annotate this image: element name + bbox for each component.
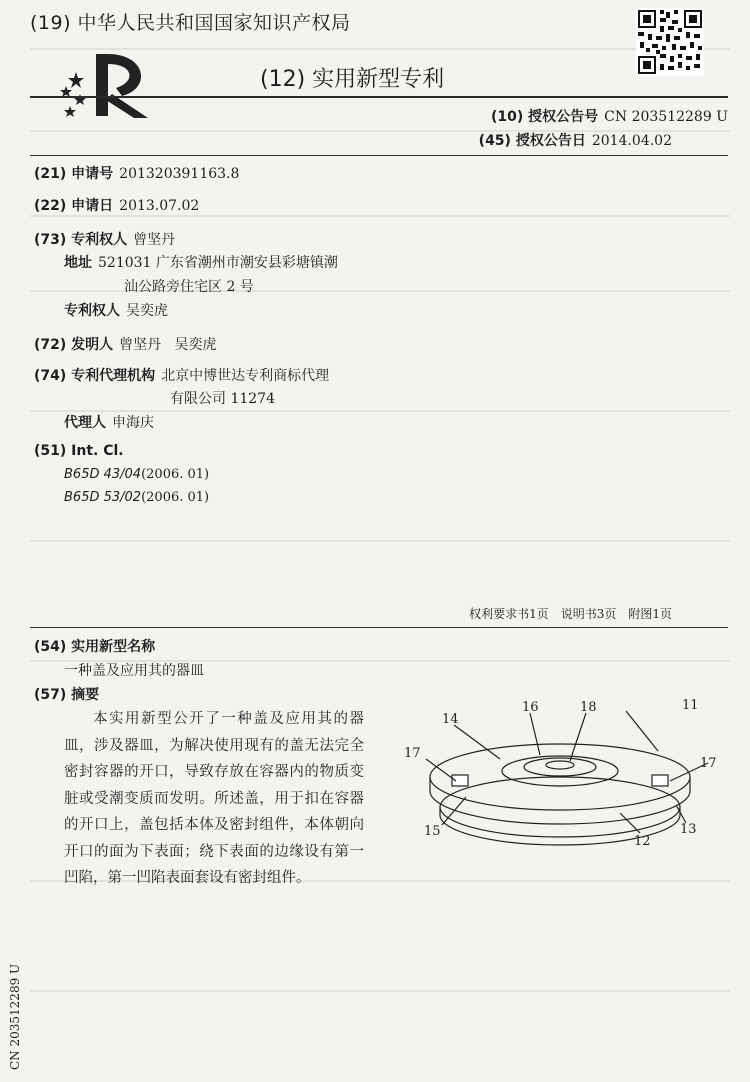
agency-line-1: 北京中博世达专利商标代理: [161, 368, 330, 384]
publication-date: 2014.04.02: [591, 133, 672, 149]
patentee: 曾坚丹: [133, 232, 176, 248]
intcl-row: [34, 443, 124, 459]
utility-model-title: 一种盖及应用其的器皿: [64, 663, 204, 679]
publication-number-row: [491, 106, 728, 126]
agent: 申海庆: [112, 415, 154, 431]
agency-row: [34, 365, 329, 385]
document-type: (12) 实用新型专利: [260, 67, 445, 92]
office-name: (19) 中华人民共和国国家知识产权局: [30, 12, 351, 34]
abstract-label-row: [34, 684, 99, 704]
application-date-label: (22) 申请日: [34, 198, 114, 214]
application-date: 2013.07.02: [119, 198, 200, 214]
publication-date-label: (45) 授权公告日: [478, 133, 586, 149]
abstract-text: [64, 706, 364, 892]
patentee-label: (73) 专利权人: [34, 232, 128, 248]
abstract-divider: [30, 627, 728, 628]
ipc-code: B65D 43/04: [64, 467, 142, 482]
side-code-text: CN 203512289 U: [8, 963, 22, 1070]
ipc-class: [64, 490, 209, 505]
agent-row: [64, 412, 154, 432]
description-pages: 说明书3页: [560, 607, 617, 621]
page-counts: [457, 605, 672, 622]
publication-number-label: (10) 授权公告号: [491, 109, 599, 125]
publication-date-row: [479, 130, 672, 150]
agency-label: (74) 专利代理机构: [34, 368, 156, 384]
inventor-label: (72) 发明人: [34, 337, 114, 353]
patentee2: 吴奕虎: [126, 303, 168, 319]
agent-label: 代理人: [64, 415, 106, 431]
figure-label: 15: [424, 824, 441, 839]
lid-drawing: [390, 695, 730, 855]
agency-line-2: 有限公司 11274: [170, 391, 275, 407]
biblio-divider: [30, 155, 728, 156]
address-line-1: 521031 广东省潮州市潮安县彩塘镇潮: [98, 255, 338, 271]
address-label: 地址: [64, 255, 92, 271]
application-number-label: (21) 申请号: [34, 166, 114, 182]
abstract-label: (57) 摘要: [34, 687, 100, 703]
qr-code: [636, 8, 704, 76]
application-number: 201320391163.8: [119, 166, 240, 182]
drawing-pages: 附图1页: [628, 607, 672, 621]
cnipa-logo: [56, 48, 166, 124]
abstract-paragraph: 本实用新型公开了一种盖及应用其的器皿，涉及器皿，为解决使用现有的盖无法完全密封容器的开口，导致存放在容器内的物质变脏或受潮变质而发明。所述盖，用于扣在容器的开口上，盖包括本体及密封组件，本体朝向开口的面为下表面；绕下表面的边缘设有第一凹陷，第一凹陷表面套设有密封组件。: [64, 711, 364, 886]
address-line-2: 汕公路旁住宅区 2 号: [124, 279, 254, 295]
application-date-row: [34, 195, 199, 215]
ipc-code: B65D 53/02: [64, 490, 142, 505]
application-number-row: [34, 163, 239, 183]
patentee2-label: 专利权人: [64, 303, 120, 319]
intcl-label: (51) Int. Cl.: [34, 443, 124, 459]
title-label: (54) 实用新型名称: [34, 639, 156, 655]
ipc-year: (2006. 01): [141, 467, 210, 482]
publication-number: CN 203512289 U: [604, 109, 728, 125]
header-divider: [30, 96, 728, 98]
figure-label: 18: [580, 700, 597, 715]
inventors: 曾坚丹 吴奕虎: [119, 337, 217, 353]
inventor-row: [34, 334, 217, 354]
side-publication-code: [8, 960, 24, 1070]
claims-pages: 权利要求书1页: [469, 607, 549, 621]
patentee-row: [34, 229, 175, 249]
figure-label: 14: [442, 712, 459, 727]
figure-label: 17: [700, 756, 717, 771]
title-label-row: [34, 636, 155, 656]
patentee2-row: [64, 300, 168, 320]
ipc-class: [64, 467, 209, 482]
figure-label: 12: [634, 834, 651, 849]
figure-label: 16: [522, 700, 539, 715]
address-row: [64, 252, 338, 272]
figure-label: 11: [682, 698, 699, 713]
figure-label: 17: [404, 746, 421, 761]
ipc-year: (2006. 01): [141, 490, 210, 505]
figure-label: 13: [680, 822, 697, 837]
